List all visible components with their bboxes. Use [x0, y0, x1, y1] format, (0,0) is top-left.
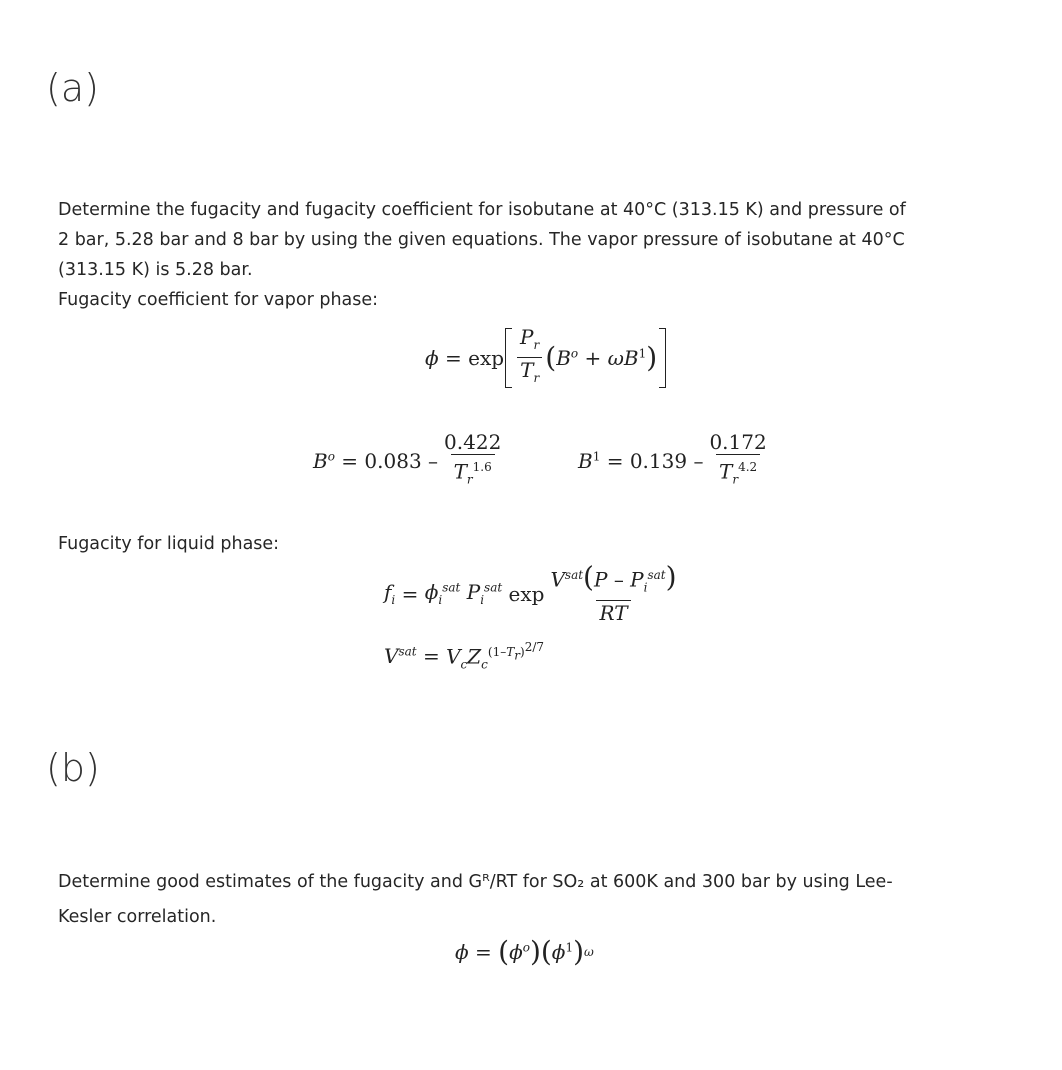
- part-b-problem: [58, 865, 1048, 935]
- liquid-fugacity-equation: $f_i$ = $\phi_i^{sat}$ $P_i^{sat}$ exp $\frac{V^{sat}(P - P_i^{sat})}{RT}$: [384, 560, 677, 625]
- lee-kesler-equation: ϕ = ( $\phi^o$ )( $\phi^1$ ) ω: [455, 935, 594, 968]
- liquid-phase-heading: Fugacity for liquid phase:: [58, 534, 280, 554]
- part-a-label: (a): [46, 66, 99, 110]
- part-b-line-1: Determine good estimates of the fugacity and Gᴿ/RT for SO₂ at 600K and 300 bar by using Lee-: [58, 872, 893, 892]
- vsat-equation: $V^{sat}$ = $V_cZ_c^{(1-T_r)^{2/7}}$: [384, 640, 544, 672]
- part-a-line-2: 2 bar, 5.28 bar and 8 bar by using the given equations. The vapor pressure of isobutane at 40°C: [58, 230, 905, 250]
- vapor-phase-heading: Fugacity coefficient for vapor phase:: [58, 290, 379, 310]
- b1-numerator: 0.172: [709, 430, 767, 454]
- b0-exponent: 1.6: [472, 460, 492, 474]
- part-a-line-1: Determine the fugacity and fugacity coefficient for isobutane at 40°C (313.15 K) and pressure of: [58, 200, 906, 220]
- b0-constant: 0.083: [364, 448, 422, 473]
- part-b-line-2: Kesler correlation.: [58, 907, 217, 927]
- part-b-label: (b): [46, 746, 100, 790]
- b1-exponent: 4.2: [738, 460, 758, 474]
- b1-constant: 0.139: [629, 448, 688, 473]
- part-a-line-3: (313.15 K) is 5.28 bar.: [58, 260, 253, 280]
- b0-numerator: 0.422: [444, 430, 502, 454]
- b0-equation: $B^o$ = 0.083 – $\frac{0.422}{T_r^{1.6}}$: [313, 430, 507, 492]
- b1-equation: $B^1$ = 0.139 – $\frac{0.172}{T_r^{4.2}}$: [578, 430, 773, 492]
- part-a-problem: [58, 195, 1048, 315]
- phi-vapor-equation: ϕ = exp $\frac{P_r}{T_r}$ ( $B^o + \omega B^1$ ): [425, 325, 666, 390]
